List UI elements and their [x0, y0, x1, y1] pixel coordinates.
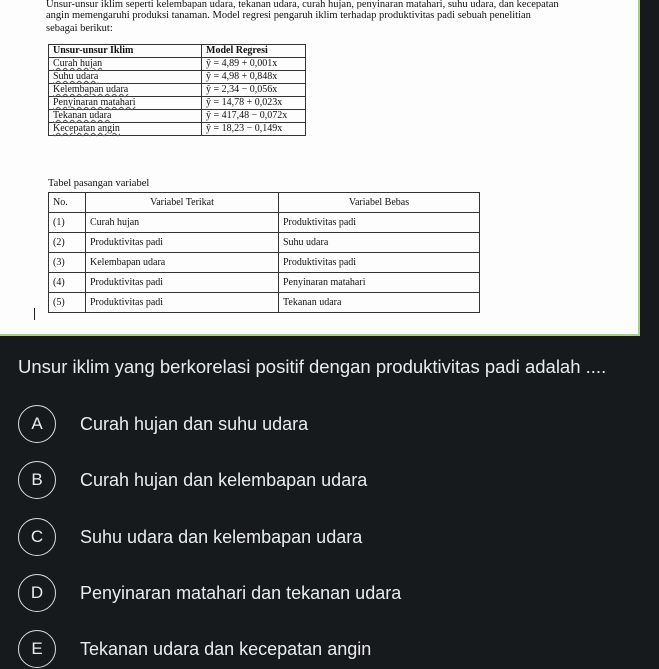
- option-text: Penyinaran matahari dan tekanan udara: [80, 582, 402, 603]
- option-letter-badge: D: [18, 574, 56, 612]
- option-a[interactable]: [18, 404, 308, 444]
- option-text: Curah hujan dan suhu udara: [80, 413, 309, 434]
- option-d[interactable]: [18, 573, 401, 613]
- table-cell: ŷ = 2,34 − 0,056x: [202, 84, 306, 97]
- table-row: [49, 110, 306, 123]
- pair-table-caption: Tabel pasangan variabel: [48, 178, 150, 189]
- intro-line-1: Unsur-unsur iklim seperti kelembapan udara, tekanan udara, curah hujan, penyinaran matahari, suhu udara, dan kecepatan: [46, 0, 559, 9]
- intro-line-2: angin memengaruhi produksi tanaman. Model regresi pengaruh iklim terhadap produktivitas padi sebuah penelitian: [46, 10, 531, 21]
- table-cell: (2): [49, 233, 86, 253]
- table-cell: Tekanan udara: [279, 293, 480, 313]
- table-cell: ŷ = 4,89 + 0,001x: [202, 58, 306, 71]
- table-cell: Suhu udara: [49, 71, 202, 84]
- header-cell: Variabel Terikat: [86, 193, 279, 213]
- table-row: [49, 97, 306, 110]
- table-row: [49, 253, 480, 273]
- table-row: [49, 123, 306, 136]
- table-cell: Penyinaran matahari: [279, 273, 480, 293]
- table-cell: Kelembapan udara: [49, 84, 202, 97]
- table-cell: Suhu udara: [279, 233, 480, 253]
- table-cell: Produktivitas padi: [279, 253, 480, 273]
- table-cell: Penyinaran matahari: [49, 97, 202, 110]
- option-letter-badge: E: [18, 630, 56, 668]
- table-cell: ŷ = 4,98 + 0,848x: [202, 71, 306, 84]
- table-cell: (3): [49, 253, 86, 273]
- table-cell: Tekanan udara: [49, 110, 202, 123]
- text-cursor-mark: [34, 308, 35, 320]
- table-cell: Produktivitas padi: [279, 213, 480, 233]
- header-cell: Variabel Bebas: [279, 193, 480, 213]
- option-text: Tekanan udara dan kecepatan angin: [80, 638, 372, 659]
- table-cell: Kelembapan udara: [86, 253, 279, 273]
- table-cell: (4): [49, 273, 86, 293]
- table-cell: Produktivitas padi: [86, 293, 279, 313]
- table-cell: (5): [49, 293, 86, 313]
- header-cell: Model Regresi: [202, 45, 306, 58]
- option-text: Suhu udara dan kelembapan udara: [80, 526, 363, 547]
- table-row: [49, 233, 480, 253]
- header-cell: Unsur-unsur Iklim: [49, 45, 202, 58]
- table-row: [49, 273, 480, 293]
- option-letter-badge: C: [18, 518, 56, 556]
- table-cell: Produktivitas padi: [86, 273, 279, 293]
- option-letter-badge: A: [18, 405, 56, 443]
- table-header-row: [49, 193, 480, 213]
- table-cell: ŷ = 14,78 + 0,023x: [202, 97, 306, 110]
- option-text: Curah hujan dan kelembapan udara: [80, 469, 368, 490]
- header-cell: No.: [49, 193, 86, 213]
- table-row: [49, 71, 306, 84]
- table-cell: ŷ = 417,48 − 0,072x: [202, 110, 306, 123]
- intro-line-3: sebagai berikut:: [46, 23, 113, 34]
- question-text: Unsur iklim yang berkorelasi positif dengan produktivitas padi adalah ....: [18, 356, 607, 377]
- regression-model-table: [48, 44, 306, 136]
- table-row: [49, 213, 480, 233]
- table-header-row: [49, 45, 306, 58]
- table-cell: Produktivitas padi: [86, 233, 279, 253]
- table-cell: ŷ = 18,23 − 0,149x: [202, 123, 306, 136]
- question-image: [0, 0, 640, 336]
- table-cell: Kecepatan angin: [49, 123, 202, 136]
- table-cell: (1): [49, 213, 86, 233]
- table-row: [49, 58, 306, 71]
- table-cell: Curah hujan: [86, 213, 279, 233]
- option-letter-badge: B: [18, 461, 56, 499]
- table-cell: Curah hujan: [49, 58, 202, 71]
- option-c[interactable]: [18, 517, 362, 557]
- option-b[interactable]: [18, 460, 367, 500]
- intro-text: [46, 0, 632, 35]
- table-row: [49, 293, 480, 313]
- table-row: [49, 84, 306, 97]
- option-e[interactable]: [18, 629, 371, 669]
- variable-pair-table: [48, 192, 480, 313]
